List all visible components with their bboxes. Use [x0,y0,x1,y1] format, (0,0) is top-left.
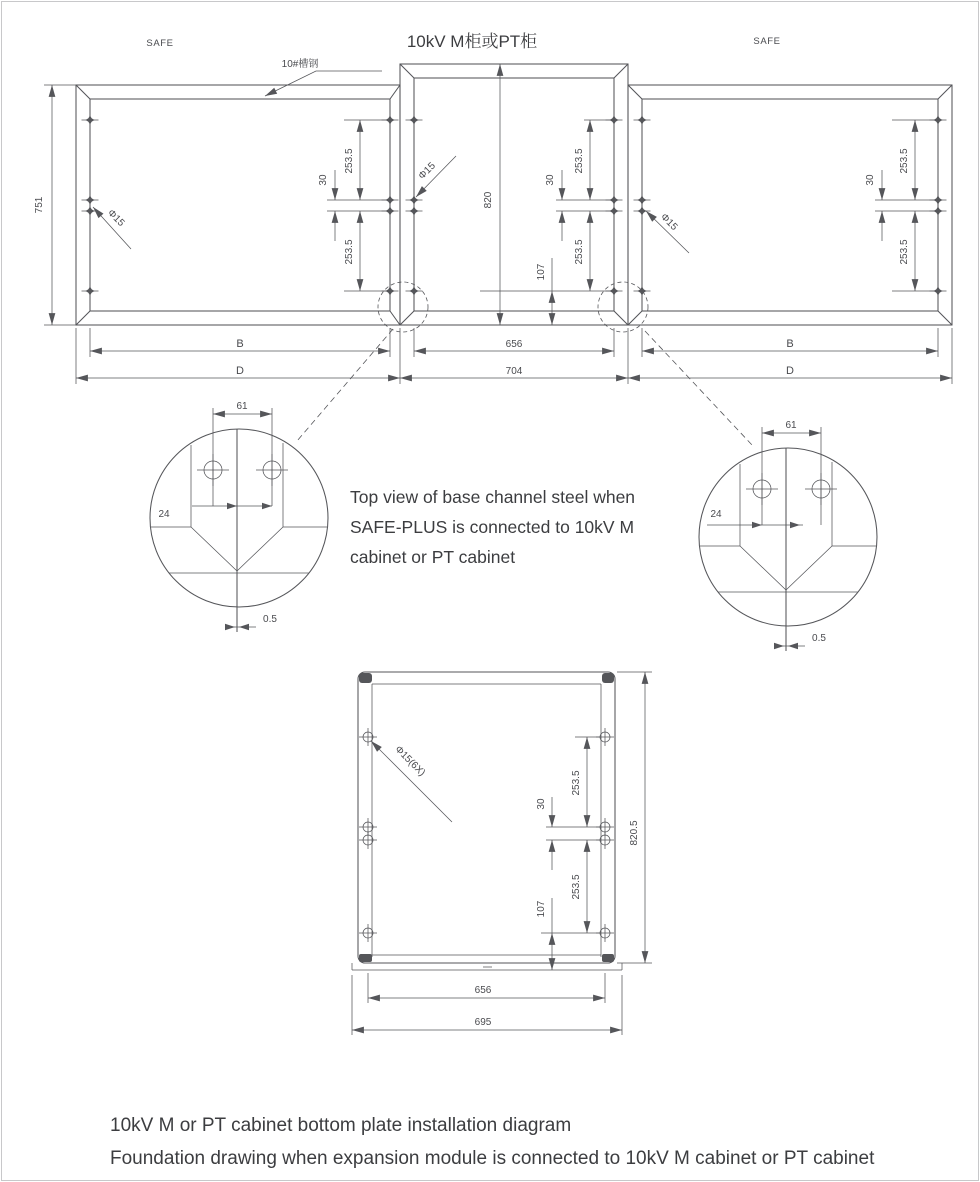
dim-left-hole-spacing [318,120,390,291]
dim-label: 820.5 [629,820,640,846]
dim-label: 0.5 [812,633,826,644]
dim-detail-61 [213,401,272,414]
dim-label: 253.5 [571,874,582,900]
dim-detail-24 [158,503,272,520]
dim-label: 107 [536,263,547,281]
dim-middle-height-820 [483,64,500,325]
dim-label: B [786,338,794,350]
dim-label: 751 [34,196,45,214]
note-line-2: SAFE-PLUS is connected to 10kV M [350,517,635,537]
note-line-1: Top view of base channel steel when [350,487,636,507]
left-hole-dia-callout [93,207,131,249]
dim-label: 253.5 [344,148,355,174]
dim-middle-width-656 [414,328,614,357]
middle-hole-dia-callout [416,156,456,197]
dim-label: Φ15 [658,211,680,233]
dim-label: 820 [483,191,494,209]
dim-label: 30 [545,174,556,186]
dim-right-width-B [642,328,938,357]
channel-steel-label: 10#槽钢 [281,59,319,70]
note-line-3: cabinet or PT cabinet [350,547,516,567]
dim-label: Φ15(6X) [392,743,428,779]
dim-label: 107 [536,900,547,918]
safe-label-left: SAFE [146,38,174,49]
dim-label: 253.5 [574,148,585,174]
bolt-hole-marks [634,112,947,300]
bottom-plate-drawing [352,672,652,1035]
dim-detail-05 [225,614,277,630]
dim-label: 253.5 [899,148,910,174]
page-title: 10kV M柜或PT柜 [406,32,538,51]
bolt-hole-marks [82,112,399,300]
dim-label: 253.5 [574,239,585,265]
dim-middle-width-704 [400,328,628,384]
dim-label: 656 [474,985,492,996]
detail-note [350,487,635,567]
dim-left-height-751 [34,85,76,325]
dim-bottom-width-656 [368,973,605,1003]
dim-label: 24 [158,509,170,520]
dim-left-width-B [90,328,390,357]
bottom-hole-dia-callout [371,741,452,822]
dim-label: 704 [505,366,523,377]
dim-label: 695 [474,1017,492,1028]
dim-label: 30 [318,174,329,186]
right-hole-dia-callout [646,211,689,253]
dim-label: D [786,365,794,377]
dim-label: 656 [505,339,523,350]
dim-left-width-D [76,328,400,384]
dim-detail-05 [774,633,826,649]
channel-steel-callout [265,57,382,96]
dim-label: D [236,365,244,377]
dim-label: 253.5 [899,239,910,265]
dim-label: Φ15 [105,207,127,229]
captions [110,1115,875,1169]
detail-view-right [699,420,877,651]
dim-bottom-width-695 [352,975,622,1035]
dim-label: 30 [865,174,876,186]
dim-detail-61 [762,420,821,433]
dim-label: 30 [536,798,547,810]
dim-detail-24 [707,509,803,528]
bolt-holes [359,728,614,942]
dim-right-hole-spacing [865,120,938,291]
caption-line-2: Foundation drawing when expansion module is connected to 10kV M cabinet or PT cabinet [110,1148,875,1169]
left-cabinet-frame [76,85,400,325]
right-cabinet-frame [628,85,952,325]
dim-label: 61 [236,401,248,412]
dim-bottom-hole-spacing [536,737,600,970]
dim-label: 253.5 [344,239,355,265]
page-border [2,2,979,1181]
dim-bottom-height-8205 [617,672,652,963]
dim-label: 0.5 [263,614,277,625]
middle-cabinet-frame [400,64,628,325]
junction-detail-callouts [297,282,753,446]
dim-label: 24 [710,509,722,520]
dim-right-width-D [628,328,952,384]
dim-label: 253.5 [571,770,582,796]
safe-label-right: SAFE [753,36,781,47]
caption-line-1: 10kV M or PT cabinet bottom plate installation diagram [110,1115,572,1136]
dim-label: 61 [785,420,797,431]
dim-label: Φ15 [416,160,438,182]
dim-label: B [236,338,244,350]
